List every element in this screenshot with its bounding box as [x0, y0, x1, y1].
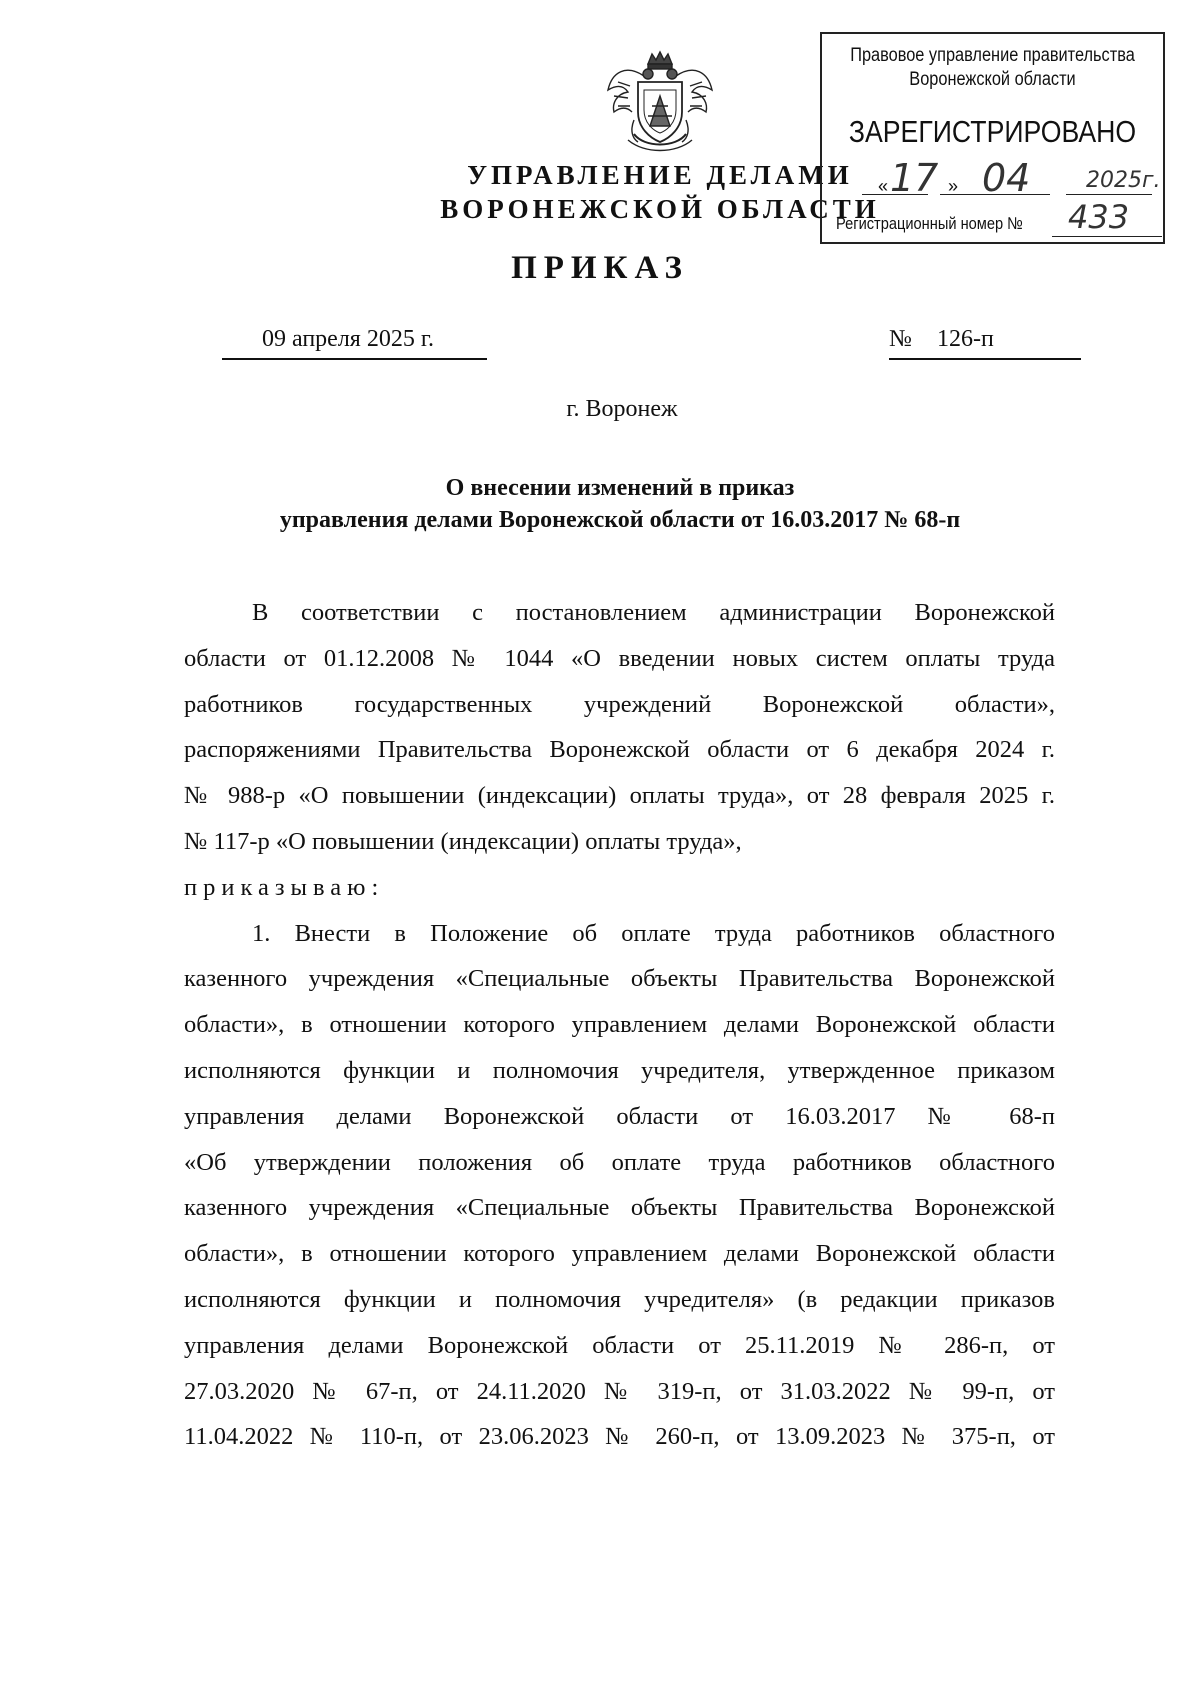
document-type: ПРИКАЗ — [511, 250, 689, 286]
header-line2: ВОРОНЕЖСКОЙ ОБЛАСТИ — [440, 194, 880, 224]
body-line: управления делами Воронежской области от 25.11.2019 № 286-п, от — [184, 1331, 1055, 1359]
body-line: № 988-р «О повышении (индексации) оплаты труда», от 28 февраля 2025 г. — [184, 782, 1055, 810]
body-line: работников государственных учреждений Воронежской области», — [184, 690, 1055, 718]
body-line: области от 01.12.2008 № 1044 «О введении новых систем оплаты труда — [184, 644, 1055, 672]
stamp-status: ЗАРЕГИСТРИРОВАНО — [848, 114, 1137, 149]
voronezh-coat-of-arms-icon — [604, 50, 716, 154]
stamp-month: 04 — [982, 156, 1031, 200]
stamp-organization — [846, 44, 1139, 92]
stamp-reg-number: 433 — [1068, 198, 1130, 236]
body-line-order-word: приказываю: — [184, 873, 385, 901]
body-line: исполняются функции и полномочия учредителя, утвержденное приказом — [184, 1056, 1055, 1084]
stamp-quote-open: « — [878, 176, 889, 196]
document-date-field — [222, 324, 487, 360]
body-line: № 117-р «О повышении (индексации) оплаты труда», — [184, 827, 742, 855]
document-date: 09 апреля 2025 г. — [262, 326, 434, 352]
body-line: области», в отношении которого управлением делами Воронежской области — [184, 1240, 1055, 1268]
body-line: В соответствии с постановлением администрации Воронежской — [252, 599, 1055, 626]
header-line1: УПРАВЛЕНИЕ ДЕЛАМИ — [467, 160, 853, 190]
stamp-org-line1: Правовое управление правительства — [850, 45, 1135, 66]
stamp-year: 2025г. — [1086, 168, 1161, 193]
document-city: г. Воронеж — [566, 396, 678, 422]
number-sign: № — [889, 326, 912, 352]
stamp-year-underline — [1066, 194, 1152, 195]
body-line: области», в отношении которого управлением делами Воронежской области — [184, 1011, 1055, 1039]
document-number-field — [889, 324, 1081, 360]
body-line: 11.04.2022 № 110-п, от 23.06.2023 № 260-п, от 13.09.2023 № 375-п, от — [184, 1423, 1055, 1451]
document-body — [184, 590, 1055, 1460]
body-line: управления делами Воронежской области от 16.03.2017 № 68-п — [184, 1102, 1055, 1130]
document-number: 126-п — [937, 326, 994, 352]
subject-line2: управления делами Воронежской области от 16.03.2017 № 68-п — [279, 507, 961, 533]
body-line: исполняются функции и полномочия учредителя» (в редакции приказов — [184, 1285, 1055, 1313]
stamp-month-underline — [940, 194, 1050, 195]
stamp-quote-close: » — [948, 176, 959, 196]
body-line: 1. Внести в Положение об оплате труда работников областного — [252, 919, 1055, 947]
body-line: 27.03.2020 № 67-п, от 24.11.2020 № 319-п, от 31.03.2022 № 99-п, от — [184, 1377, 1055, 1405]
registration-stamp — [820, 32, 1165, 244]
stamp-registration-number — [832, 198, 1157, 236]
document-subject — [180, 472, 1060, 536]
stamp-org-line2: Воронежской области — [909, 69, 1076, 90]
body-line: казенного учреждения «Специальные объекты Правительства Воронежской — [184, 1194, 1055, 1222]
stamp-day: 17 — [890, 156, 939, 200]
stamp-day-underline — [862, 194, 928, 195]
stamp-reg-label: Регистрационный номер № — [836, 214, 1023, 233]
body-line: распоряжениями Правительства Воронежской области от 6 декабря 2024 г. — [184, 736, 1055, 764]
subject-line1: О внесении изменений в приказ — [445, 475, 795, 501]
stamp-number-underline — [1052, 236, 1162, 237]
body-line: казенного учреждения «Специальные объекты Правительства Воронежской — [184, 965, 1055, 993]
body-line: «Об утверждении положения об оплате труда работников областного — [184, 1148, 1055, 1176]
